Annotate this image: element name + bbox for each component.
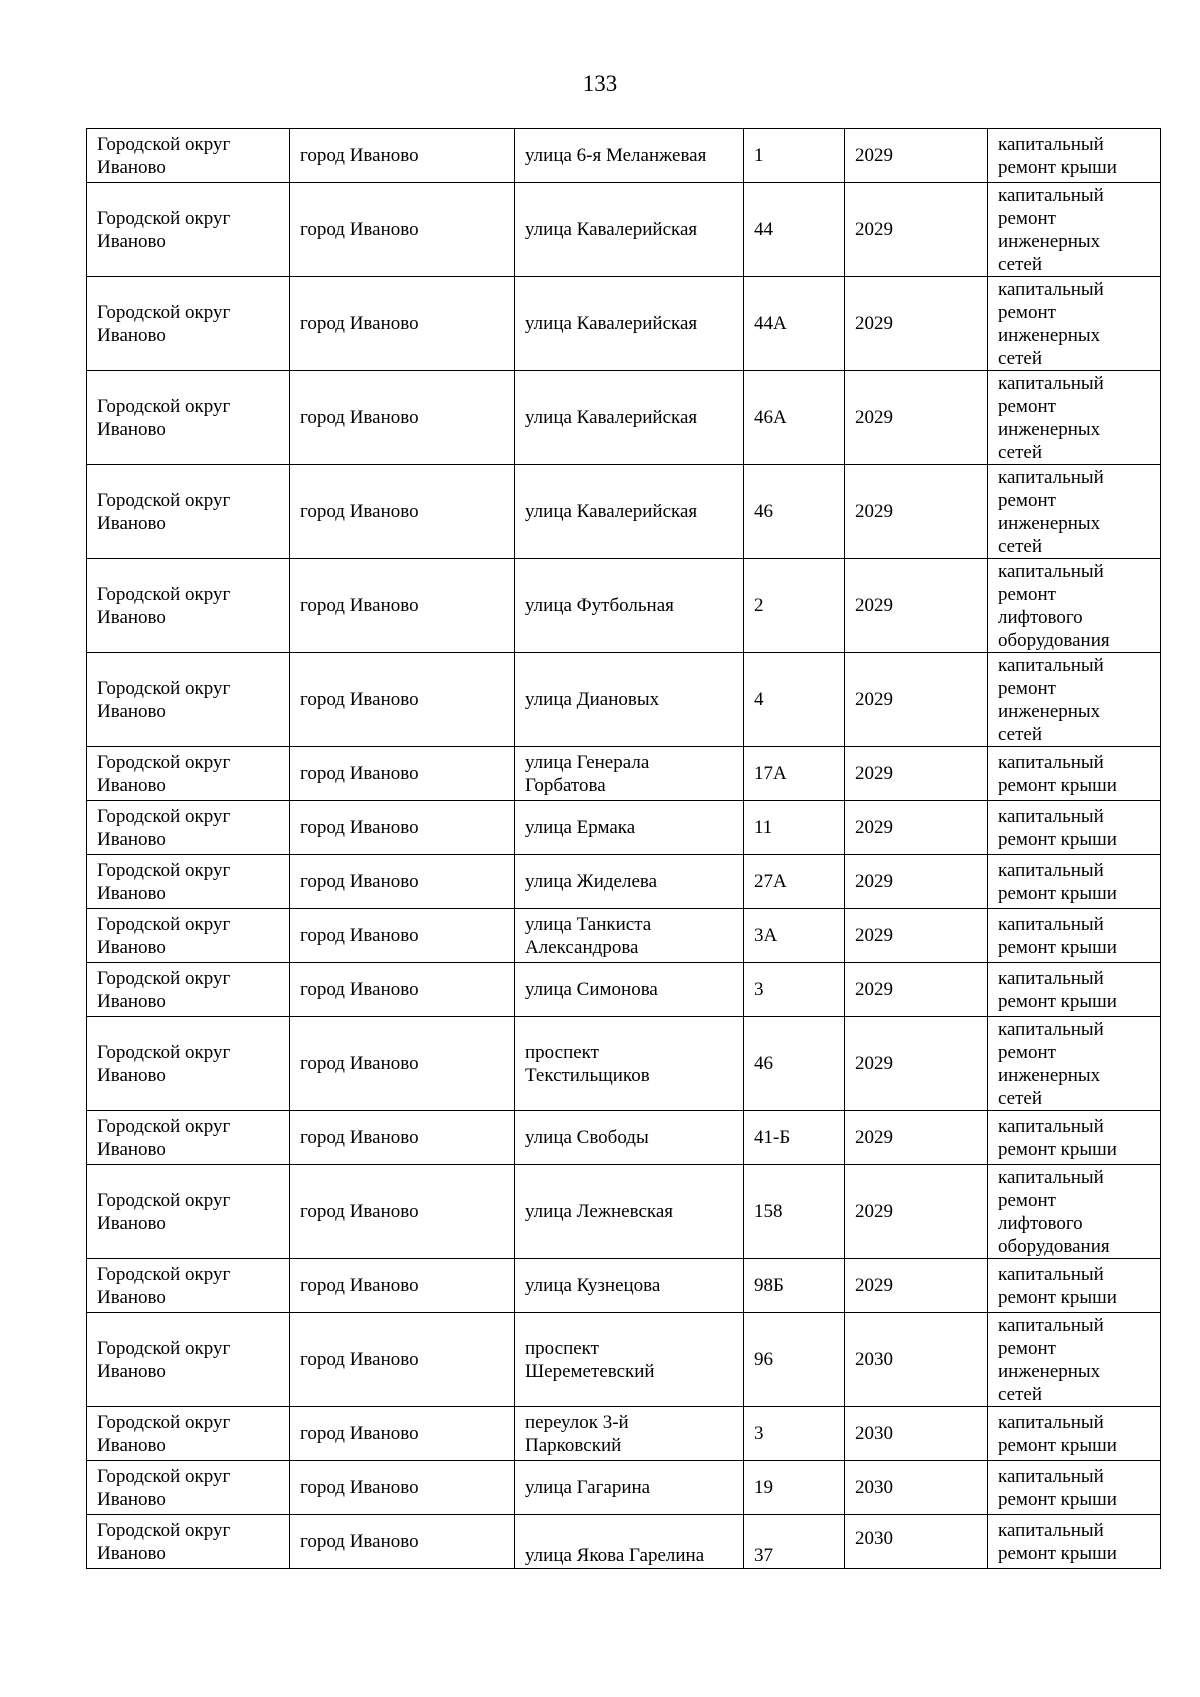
cell-text: 44А xyxy=(754,313,787,334)
cell-district xyxy=(87,277,290,371)
cell-text: 19 xyxy=(754,1477,773,1498)
cell-text: капитальный ремонт крыши xyxy=(998,1115,1117,1160)
cell-year xyxy=(845,465,988,559)
cell-street xyxy=(515,371,744,465)
cell-work xyxy=(988,559,1161,653)
cell-text: 98Б xyxy=(754,1275,784,1296)
cell-street xyxy=(515,1461,744,1515)
cell-work xyxy=(988,855,1161,909)
cell-work xyxy=(988,277,1161,371)
cell-text: 37 xyxy=(754,1545,773,1566)
cell-city xyxy=(290,1407,515,1461)
cell-text: Городской округ Иваново xyxy=(97,1519,231,1564)
cell-house xyxy=(744,1165,845,1259)
cell-district xyxy=(87,801,290,855)
cell-text: 46 xyxy=(754,1053,773,1074)
cell-text: переулок 3-й Парковский xyxy=(525,1411,629,1456)
table-row xyxy=(87,465,1161,559)
cell-work xyxy=(988,1407,1161,1461)
table-row xyxy=(87,747,1161,801)
table-row xyxy=(87,855,1161,909)
cell-street xyxy=(515,183,744,277)
cell-district xyxy=(87,855,290,909)
cell-text: 2029 xyxy=(855,689,893,710)
cell-text: капитальный ремонт инженерных сетей xyxy=(998,654,1104,745)
cell-text: город Иваново xyxy=(300,1201,419,1222)
cell-year xyxy=(845,371,988,465)
cell-text: капитальный ремонт крыши xyxy=(998,133,1117,178)
cell-year xyxy=(845,1165,988,1259)
cell-text: 2 xyxy=(754,595,764,616)
cell-house xyxy=(744,1017,845,1111)
cell-text: Городской округ Иваново xyxy=(97,751,231,796)
cell-street xyxy=(515,465,744,559)
cell-street xyxy=(515,801,744,855)
cell-text: капитальный ремонт крыши xyxy=(998,1411,1117,1456)
cell-street xyxy=(515,1111,744,1165)
cell-text: Городской округ Иваново xyxy=(97,677,231,722)
cell-text: город Иваново xyxy=(300,979,419,1000)
table-row xyxy=(87,559,1161,653)
cell-text: 2029 xyxy=(855,1275,893,1296)
cell-year xyxy=(845,909,988,963)
cell-city xyxy=(290,1259,515,1313)
cell-city xyxy=(290,1111,515,1165)
cell-street xyxy=(515,277,744,371)
cell-work xyxy=(988,653,1161,747)
cell-text: город Иваново xyxy=(300,145,419,166)
cell-text: город Иваново xyxy=(300,595,419,616)
cell-text: город Иваново xyxy=(300,407,419,428)
cell-house xyxy=(744,1515,845,1569)
cell-text: 2029 xyxy=(855,871,893,892)
cell-city xyxy=(290,747,515,801)
table-row xyxy=(87,1313,1161,1407)
cell-year xyxy=(845,183,988,277)
cell-text: 2029 xyxy=(855,595,893,616)
cell-city xyxy=(290,801,515,855)
cell-district xyxy=(87,1461,290,1515)
cell-house xyxy=(744,747,845,801)
cell-work xyxy=(988,1165,1161,1259)
cell-city xyxy=(290,1515,515,1569)
cell-district xyxy=(87,559,290,653)
cell-text: 1 xyxy=(754,145,764,166)
cell-text: капитальный ремонт крыши xyxy=(998,805,1117,850)
cell-work xyxy=(988,801,1161,855)
cell-city xyxy=(290,559,515,653)
cell-text: улица Свободы xyxy=(525,1127,649,1148)
cell-work xyxy=(988,1259,1161,1313)
cell-text: 44 xyxy=(754,219,773,240)
cell-city xyxy=(290,909,515,963)
cell-district xyxy=(87,1407,290,1461)
cell-house xyxy=(744,653,845,747)
cell-work xyxy=(988,465,1161,559)
cell-year xyxy=(845,277,988,371)
cell-district xyxy=(87,1017,290,1111)
cell-text: Городской округ Иваново xyxy=(97,1263,231,1308)
cell-text: улица Гагарина xyxy=(525,1477,651,1498)
cell-text: капитальный ремонт крыши xyxy=(998,913,1117,958)
cell-text: улица Лежневская xyxy=(525,1201,673,1222)
cell-year xyxy=(845,1515,988,1569)
cell-city xyxy=(290,371,515,465)
cell-city xyxy=(290,1461,515,1515)
cell-street xyxy=(515,1313,744,1407)
cell-text: 2029 xyxy=(855,407,893,428)
cell-text: город Иваново xyxy=(300,1275,419,1296)
cell-year xyxy=(845,1313,988,1407)
cell-street xyxy=(515,1165,744,1259)
cell-text: капитальный ремонт инженерных сетей xyxy=(998,184,1104,275)
cell-text: 2029 xyxy=(855,1053,893,1074)
cell-text: Городской округ Иваново xyxy=(97,133,231,178)
cell-house xyxy=(744,1111,845,1165)
cell-city xyxy=(290,1313,515,1407)
cell-text: город Иваново xyxy=(300,1477,419,1498)
cell-text: Городской округ Иваново xyxy=(97,395,231,440)
page-number: 133 xyxy=(582,71,618,96)
cell-text: 2029 xyxy=(855,763,893,784)
cell-year xyxy=(845,1407,988,1461)
cell-city xyxy=(290,129,515,183)
cell-text: 3 xyxy=(754,979,764,1000)
cell-text: город Иваново xyxy=(300,689,419,710)
cell-text: капитальный ремонт лифтового оборудования xyxy=(998,1166,1110,1257)
cell-street xyxy=(515,1017,744,1111)
cell-text: Городской округ Иваново xyxy=(97,1115,231,1160)
cell-house xyxy=(744,183,845,277)
cell-house xyxy=(744,963,845,1017)
cell-text: 2029 xyxy=(855,925,893,946)
cell-text: капитальный ремонт инженерных сетей xyxy=(998,1018,1104,1109)
cell-year xyxy=(845,1259,988,1313)
cell-text: улица Симонова xyxy=(525,979,658,1000)
cell-text: город Иваново xyxy=(300,1349,419,1370)
cell-text: 46А xyxy=(754,407,787,428)
table-row xyxy=(87,1165,1161,1259)
cell-city xyxy=(290,855,515,909)
cell-work xyxy=(988,183,1161,277)
cell-text: город Иваново xyxy=(300,1423,419,1444)
table-row xyxy=(87,1407,1161,1461)
cell-year xyxy=(845,747,988,801)
table-row xyxy=(87,653,1161,747)
table-row xyxy=(87,371,1161,465)
cell-text: 2029 xyxy=(855,145,893,166)
table-row xyxy=(87,801,1161,855)
table-row xyxy=(87,1259,1161,1313)
cell-text: улица Танкиста Александрова xyxy=(525,913,652,958)
cell-year xyxy=(845,855,988,909)
cell-text: 2029 xyxy=(855,979,893,1000)
cell-street xyxy=(515,1259,744,1313)
cell-house xyxy=(744,801,845,855)
cell-work xyxy=(988,1461,1161,1515)
cell-text: Городской округ Иваново xyxy=(97,1189,231,1234)
cell-text: 2030 xyxy=(855,1528,893,1549)
cell-text: капитальный ремонт инженерных сетей xyxy=(998,372,1104,463)
cell-text: капитальный ремонт крыши xyxy=(998,1465,1117,1510)
cell-text: город Иваново xyxy=(300,1531,419,1552)
cell-text: Городской округ Иваново xyxy=(97,301,231,346)
cell-text: Городской округ Иваново xyxy=(97,1465,231,1510)
cell-text: улица Футбольная xyxy=(525,595,674,616)
cell-text: 2029 xyxy=(855,501,893,522)
cell-text: улица Кавалерийская xyxy=(525,501,698,522)
cell-text: улица Якова Гарелина xyxy=(525,1545,705,1566)
table-row xyxy=(87,183,1161,277)
cell-text: улица Кавалерийская xyxy=(525,219,698,240)
cell-street xyxy=(515,1407,744,1461)
cell-street xyxy=(515,909,744,963)
cell-text: 3А xyxy=(754,925,778,946)
cell-year xyxy=(845,129,988,183)
cell-year xyxy=(845,801,988,855)
cell-text: город Иваново xyxy=(300,763,419,784)
cell-text: город Иваново xyxy=(300,925,419,946)
cell-text: 2030 xyxy=(855,1423,893,1444)
cell-text: 2029 xyxy=(855,313,893,334)
cell-year xyxy=(845,1017,988,1111)
cell-text: город Иваново xyxy=(300,1127,419,1148)
cell-text: улица 6-я Меланжевая xyxy=(525,145,707,166)
cell-text: Городской округ Иваново xyxy=(97,207,231,252)
cell-text: улица Жиделева xyxy=(525,871,658,892)
cell-text: 27А xyxy=(754,871,787,892)
cell-work xyxy=(988,1515,1161,1569)
cell-text: капитальный ремонт крыши xyxy=(998,859,1117,904)
cell-text: улица Диановых xyxy=(525,689,660,710)
cell-text: Городской округ Иваново xyxy=(97,967,231,1012)
cell-street xyxy=(515,559,744,653)
cell-text: капитальный ремонт инженерных сетей xyxy=(998,1314,1104,1405)
cell-text: капитальный ремонт крыши xyxy=(998,1519,1117,1564)
cell-street xyxy=(515,855,744,909)
cell-district xyxy=(87,371,290,465)
table-row xyxy=(87,129,1161,183)
cell-house xyxy=(744,371,845,465)
cell-year xyxy=(845,963,988,1017)
cell-text: 3 xyxy=(754,1423,764,1444)
cell-city xyxy=(290,277,515,371)
cell-text: город Иваново xyxy=(300,871,419,892)
cell-text: 41-Б xyxy=(754,1127,791,1148)
cell-text: капитальный ремонт инженерных сетей xyxy=(998,466,1104,557)
cell-district xyxy=(87,963,290,1017)
cell-text: проспект Текстильщиков xyxy=(525,1041,650,1086)
cell-district xyxy=(87,1313,290,1407)
cell-district xyxy=(87,747,290,801)
cell-text: 96 xyxy=(754,1349,773,1370)
cell-city xyxy=(290,653,515,747)
cell-text: улица Генерала Горбатова xyxy=(525,751,650,796)
cell-year xyxy=(845,1461,988,1515)
cell-house xyxy=(744,465,845,559)
cell-district xyxy=(87,183,290,277)
cell-work xyxy=(988,909,1161,963)
cell-city xyxy=(290,183,515,277)
cell-text: улица Кузнецова xyxy=(525,1275,661,1296)
cell-work xyxy=(988,371,1161,465)
table-row xyxy=(87,277,1161,371)
cell-text: 11 xyxy=(754,817,773,838)
cell-year xyxy=(845,1111,988,1165)
table-body xyxy=(87,129,1161,1569)
cell-house xyxy=(744,855,845,909)
cell-text: 2029 xyxy=(855,817,893,838)
cell-text: город Иваново xyxy=(300,313,419,334)
cell-text: город Иваново xyxy=(300,501,419,522)
cell-text: 158 xyxy=(754,1201,783,1222)
cell-text: улица Ермака xyxy=(525,817,636,838)
table-row xyxy=(87,1017,1161,1111)
cell-house xyxy=(744,1259,845,1313)
cell-district xyxy=(87,909,290,963)
cell-text: улица Кавалерийская xyxy=(525,313,698,334)
cell-text: Городской округ Иваново xyxy=(97,583,231,628)
cell-house xyxy=(744,559,845,653)
cell-city xyxy=(290,1165,515,1259)
cell-city xyxy=(290,963,515,1017)
cell-work xyxy=(988,747,1161,801)
cell-district xyxy=(87,129,290,183)
cell-city xyxy=(290,1017,515,1111)
table-row xyxy=(87,909,1161,963)
cell-district xyxy=(87,1515,290,1569)
cell-work xyxy=(988,1017,1161,1111)
table-row xyxy=(87,963,1161,1017)
cell-house xyxy=(744,277,845,371)
cell-text: город Иваново xyxy=(300,1053,419,1074)
cell-text: 46 xyxy=(754,501,773,522)
cell-text: 4 xyxy=(754,689,764,710)
table-row xyxy=(87,1111,1161,1165)
cell-district xyxy=(87,465,290,559)
cell-house xyxy=(744,1461,845,1515)
cell-street xyxy=(515,1515,744,1569)
cell-house xyxy=(744,909,845,963)
cell-district xyxy=(87,1259,290,1313)
cell-text: 2030 xyxy=(855,1349,893,1370)
cell-text: Городской округ Иваново xyxy=(97,1337,231,1382)
cell-text: капитальный ремонт крыши xyxy=(998,967,1117,1012)
cell-text: капитальный ремонт инженерных сетей xyxy=(998,278,1104,369)
cell-text: 2030 xyxy=(855,1477,893,1498)
cell-district xyxy=(87,1165,290,1259)
cell-street xyxy=(515,653,744,747)
cell-work xyxy=(988,129,1161,183)
cell-house xyxy=(744,129,845,183)
cell-work xyxy=(988,1111,1161,1165)
table-row xyxy=(87,1515,1161,1569)
cell-text: Городской округ Иваново xyxy=(97,859,231,904)
cell-year xyxy=(845,559,988,653)
cell-work xyxy=(988,1313,1161,1407)
cell-text: Городской округ Иваново xyxy=(97,1411,231,1456)
table-row xyxy=(87,1461,1161,1515)
cell-street xyxy=(515,129,744,183)
cell-text: Городской округ Иваново xyxy=(97,1041,231,1086)
cell-text: Городской округ Иваново xyxy=(97,489,231,534)
cell-text: 17А xyxy=(754,763,787,784)
cell-year xyxy=(845,653,988,747)
cell-text: город Иваново xyxy=(300,219,419,240)
cell-text: Городской округ Иваново xyxy=(97,913,231,958)
cell-city xyxy=(290,465,515,559)
cell-street xyxy=(515,963,744,1017)
cell-text: капитальный ремонт крыши xyxy=(998,751,1117,796)
cell-text: улица Кавалерийская xyxy=(525,407,698,428)
cell-text: капитальный ремонт крыши xyxy=(998,1263,1117,1308)
repair-schedule-table xyxy=(86,128,1161,1569)
cell-text: проспект Шереметевский xyxy=(525,1337,655,1382)
cell-district xyxy=(87,1111,290,1165)
cell-house xyxy=(744,1407,845,1461)
cell-street xyxy=(515,747,744,801)
cell-work xyxy=(988,963,1161,1017)
cell-house xyxy=(744,1313,845,1407)
cell-text: город Иваново xyxy=(300,817,419,838)
cell-text: капитальный ремонт лифтового оборудования xyxy=(998,560,1110,651)
cell-text: 2029 xyxy=(855,1127,893,1148)
cell-text: 2029 xyxy=(855,219,893,240)
cell-text: 2029 xyxy=(855,1201,893,1222)
cell-text: Городской округ Иваново xyxy=(97,805,231,850)
cell-district xyxy=(87,653,290,747)
